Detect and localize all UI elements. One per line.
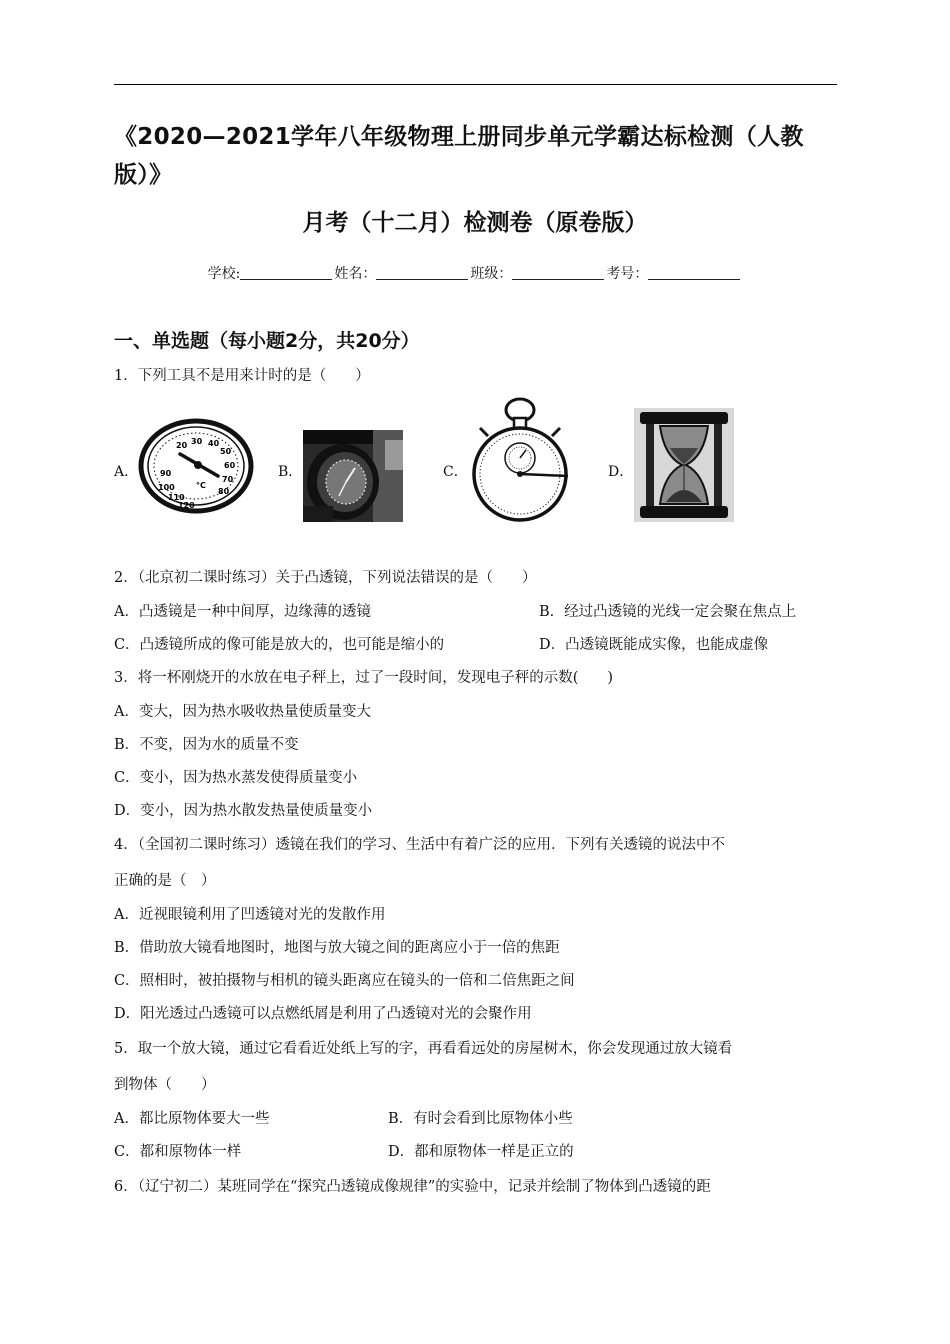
q3-option-a: A．变大，因为热水吸收热量使质量变大 [114, 704, 371, 720]
dial-label-70: 70 [222, 475, 234, 484]
question-6-stem-line1: 6．（辽宁初二）某班同学在“探究凸透镜成像规律”的实验中，记录并绘制了物体到凸透镜的距 [114, 1179, 711, 1195]
dial-label-60: 60 [224, 461, 236, 470]
q2-option-b: B．经过凸透镜的光线一定会聚在焦点上 [539, 604, 797, 620]
class-label: 班级： [470, 266, 513, 282]
thermometer-dial-image [138, 418, 254, 514]
q5-option-b: B．有时会看到比原物体小些 [388, 1111, 573, 1127]
student-info-line [0, 262, 950, 286]
q1-option-d-label: D． [608, 464, 634, 480]
dial-label-90: 90 [160, 469, 172, 478]
q2-option-a: A．凸透镜是一种中间厚，边缘薄的透镜 [114, 604, 371, 620]
question-5-stem-line2: 到物体（ ） [114, 1077, 216, 1093]
question-4-stem-line2: 正确的是（ ） [114, 873, 216, 889]
q3-option-b: B．不变，因为水的质量不变 [114, 737, 299, 753]
exam-no-blank[interactable] [648, 265, 740, 280]
q4-option-d: D．阳光透过凸透镜可以点燃纸屑是利用了凸透镜对光的会聚作用 [114, 1006, 532, 1022]
question-4-stem-line1: 4．（全国初二课时练习）透镜在我们的学习、生活中有着广泛的应用．下列有关透镜的说法中不 [114, 837, 725, 853]
dial-label-40: 40 [208, 439, 220, 448]
exam-no-label: 考号： [606, 266, 649, 282]
document-subtitle: 月考（十二月）检测卷（原卷版） [302, 210, 648, 236]
q5-option-d: D．都和原物体一样是正立的 [388, 1144, 574, 1160]
dial-label-20: 20 [176, 441, 188, 450]
q2-option-c: C．凸透镜所成的像可能是放大的，也可能是缩小的 [114, 637, 445, 653]
q5-option-c: C．都和原物体一样 [114, 1144, 242, 1160]
name-blank[interactable] [376, 265, 468, 280]
q5-option-a: A．都比原物体要大一些 [114, 1111, 270, 1127]
q1-option-b-label: B． [278, 464, 303, 480]
q4-option-a: A．近视眼镜利用了凹透镜对光的发散作用 [114, 907, 386, 923]
q4-option-b: B．借助放大镜看地图时，地图与放大镜之间的距离应小于一倍的焦距 [114, 940, 560, 956]
stopwatch-image [470, 396, 586, 522]
school-blank[interactable] [240, 265, 332, 280]
dial-label-80: 80 [218, 487, 230, 496]
section-title: 一、单选题（每小题2分，共20分） [114, 330, 420, 352]
dial-label-50: 50 [220, 447, 232, 456]
q4-option-c: C．照相时，被拍摄物与相机的镜头距离应在镜头的一倍和二倍焦距之间 [114, 973, 575, 989]
name-label: 姓名： [334, 266, 377, 282]
dial-label-120: 120 [178, 501, 195, 510]
dial-label-100: 100 [158, 483, 175, 492]
dial-label-30: 30 [191, 437, 203, 446]
q1-option-a-label: A． [114, 464, 139, 480]
header-rule [114, 84, 837, 85]
question-1-stem: 1．下列工具不是用来计时的是（ ） [114, 368, 370, 384]
dial-label-unit: °C [196, 481, 206, 490]
q3-option-d: D．变小，因为热水散发热量使质量变小 [114, 803, 373, 819]
document-title: 《2020—2021学年八年级物理上册同步单元学霸达标检测（人教版）》 [114, 124, 804, 188]
question-3-stem: 3．将一杯刚烧开的水放在电子秤上，过了一段时间，发现电子秤的示数( ) [114, 670, 614, 686]
question-5-stem-line1: 5．取一个放大镜，通过它看看近处纸上写的字，再看看远处的房屋树木，你会发现通过放大镜看 [114, 1041, 733, 1057]
question-2-stem: 2．（北京初二课时练习）关于凸透镜，下列说法错误的是（ ） [114, 570, 537, 586]
q3-option-c: C．变小，因为热水蒸发使得质量变小 [114, 770, 358, 786]
hourglass-image [634, 408, 734, 522]
q2-option-d: D．凸透镜既能成实像，也能成虚像 [539, 637, 769, 653]
dial-label-110: 110 [168, 493, 185, 502]
clock-photo-image [303, 430, 403, 522]
school-label: 学校: [207, 266, 241, 282]
class-blank[interactable] [512, 265, 604, 280]
q1-option-c-label: C． [443, 464, 468, 480]
